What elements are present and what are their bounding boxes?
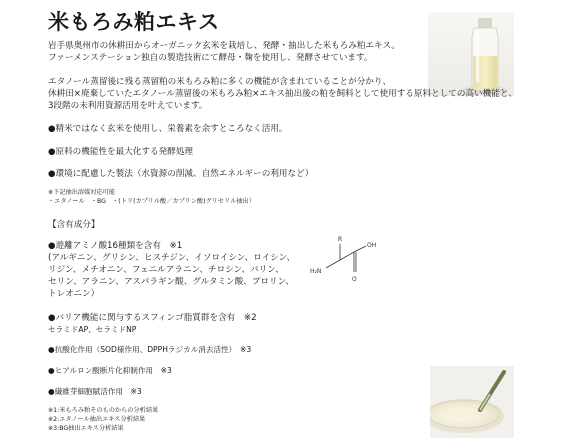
paragraph-line: 3段階の未利用資源活用を叶えています。: [48, 101, 208, 111]
barrier-title: ●バリア機能に関与するスフィンゴ脂質群を含有 ※2: [48, 313, 257, 323]
amino-line: セリン、アラニン、アスパラギン酸、グルタミン酸、プロリン、: [48, 277, 295, 287]
amino-acid-structure: [300, 232, 390, 304]
chem-label-nh2: H₂N: [310, 268, 322, 275]
ingredients-header: 【含有成分】: [48, 220, 100, 230]
paragraph-line: 休耕田×廃棄していたエタノール蒸留後の米もろみ粕×エキス抽出後の粕を飼料として使用する原料としての高い機能と、: [48, 89, 518, 99]
footnote: ※1:米もろみ粕そのものからの分析結果: [48, 407, 159, 414]
paragraph-line: エタノール蒸留後に残る蒸留粕の米もろみ粕に多くの機能が含まれていることが分かり、: [48, 77, 392, 87]
amino-line: (アルギニン、グリシン、ヒスチジン、イソロイシン、ロイシン、: [48, 253, 296, 263]
effect-fibroblast: ●繊維芽細胞賦活作用 ※3: [48, 387, 142, 396]
chem-label-r: R: [338, 236, 343, 243]
bullet-item: ●原料の機能性を最大化する発酵処理: [48, 147, 193, 157]
petri-dish-photo: [430, 366, 514, 438]
solvent-list: ・エタノール ・BG ・(トリ(カプリル酸／カプリン酸)グリセリル抽出）: [48, 198, 255, 205]
bullet-item: ●精米ではなく玄米を使用し、栄養素を余すところなく活用。: [48, 124, 288, 134]
footnote: ※3:BG抽出エキス分析結果: [48, 425, 124, 432]
amino-line: リジン、メチオニン、フェニルアラニン、チロシン、バリン、: [48, 265, 284, 275]
amino-line: トレオニン）: [48, 289, 100, 299]
page-title: 米もろみ粕エキス: [48, 10, 220, 34]
extract-vial-photo: [428, 12, 514, 96]
bullet-item: ●環境に配慮した製法（水資源の削減、自然エネルギーの利用など）: [48, 169, 314, 179]
chem-label-oh: OH: [367, 242, 377, 249]
solvent-note: ※下記抽出溶媒対応可能: [48, 189, 116, 196]
amino-title: ●遊離アミノ酸16種類を含有 ※1: [48, 241, 183, 251]
barrier-sub: セラミドAP、セラミドNP: [48, 325, 137, 334]
intro-line: ファーメンステーション独自の製造技術にて酵母・麹を使用し、発酵させています。: [48, 53, 373, 63]
chem-label-o: O: [352, 276, 357, 283]
effect-hyaluronidase: ●ヒアルロン酸断片化抑制作用 ※3: [48, 366, 172, 375]
effect-antioxidant: ●抗酸化作用（SOD様作用、DPPHラジカル消去活性） ※3: [48, 345, 252, 354]
intro-line: 岩手県奥州市の休耕田からオーガニック玄米を栽培し、発酵・抽出した米もろみ粕エキス。: [48, 41, 400, 51]
footnote: ※2:エタノール抽出エキス分析結果: [48, 416, 146, 423]
